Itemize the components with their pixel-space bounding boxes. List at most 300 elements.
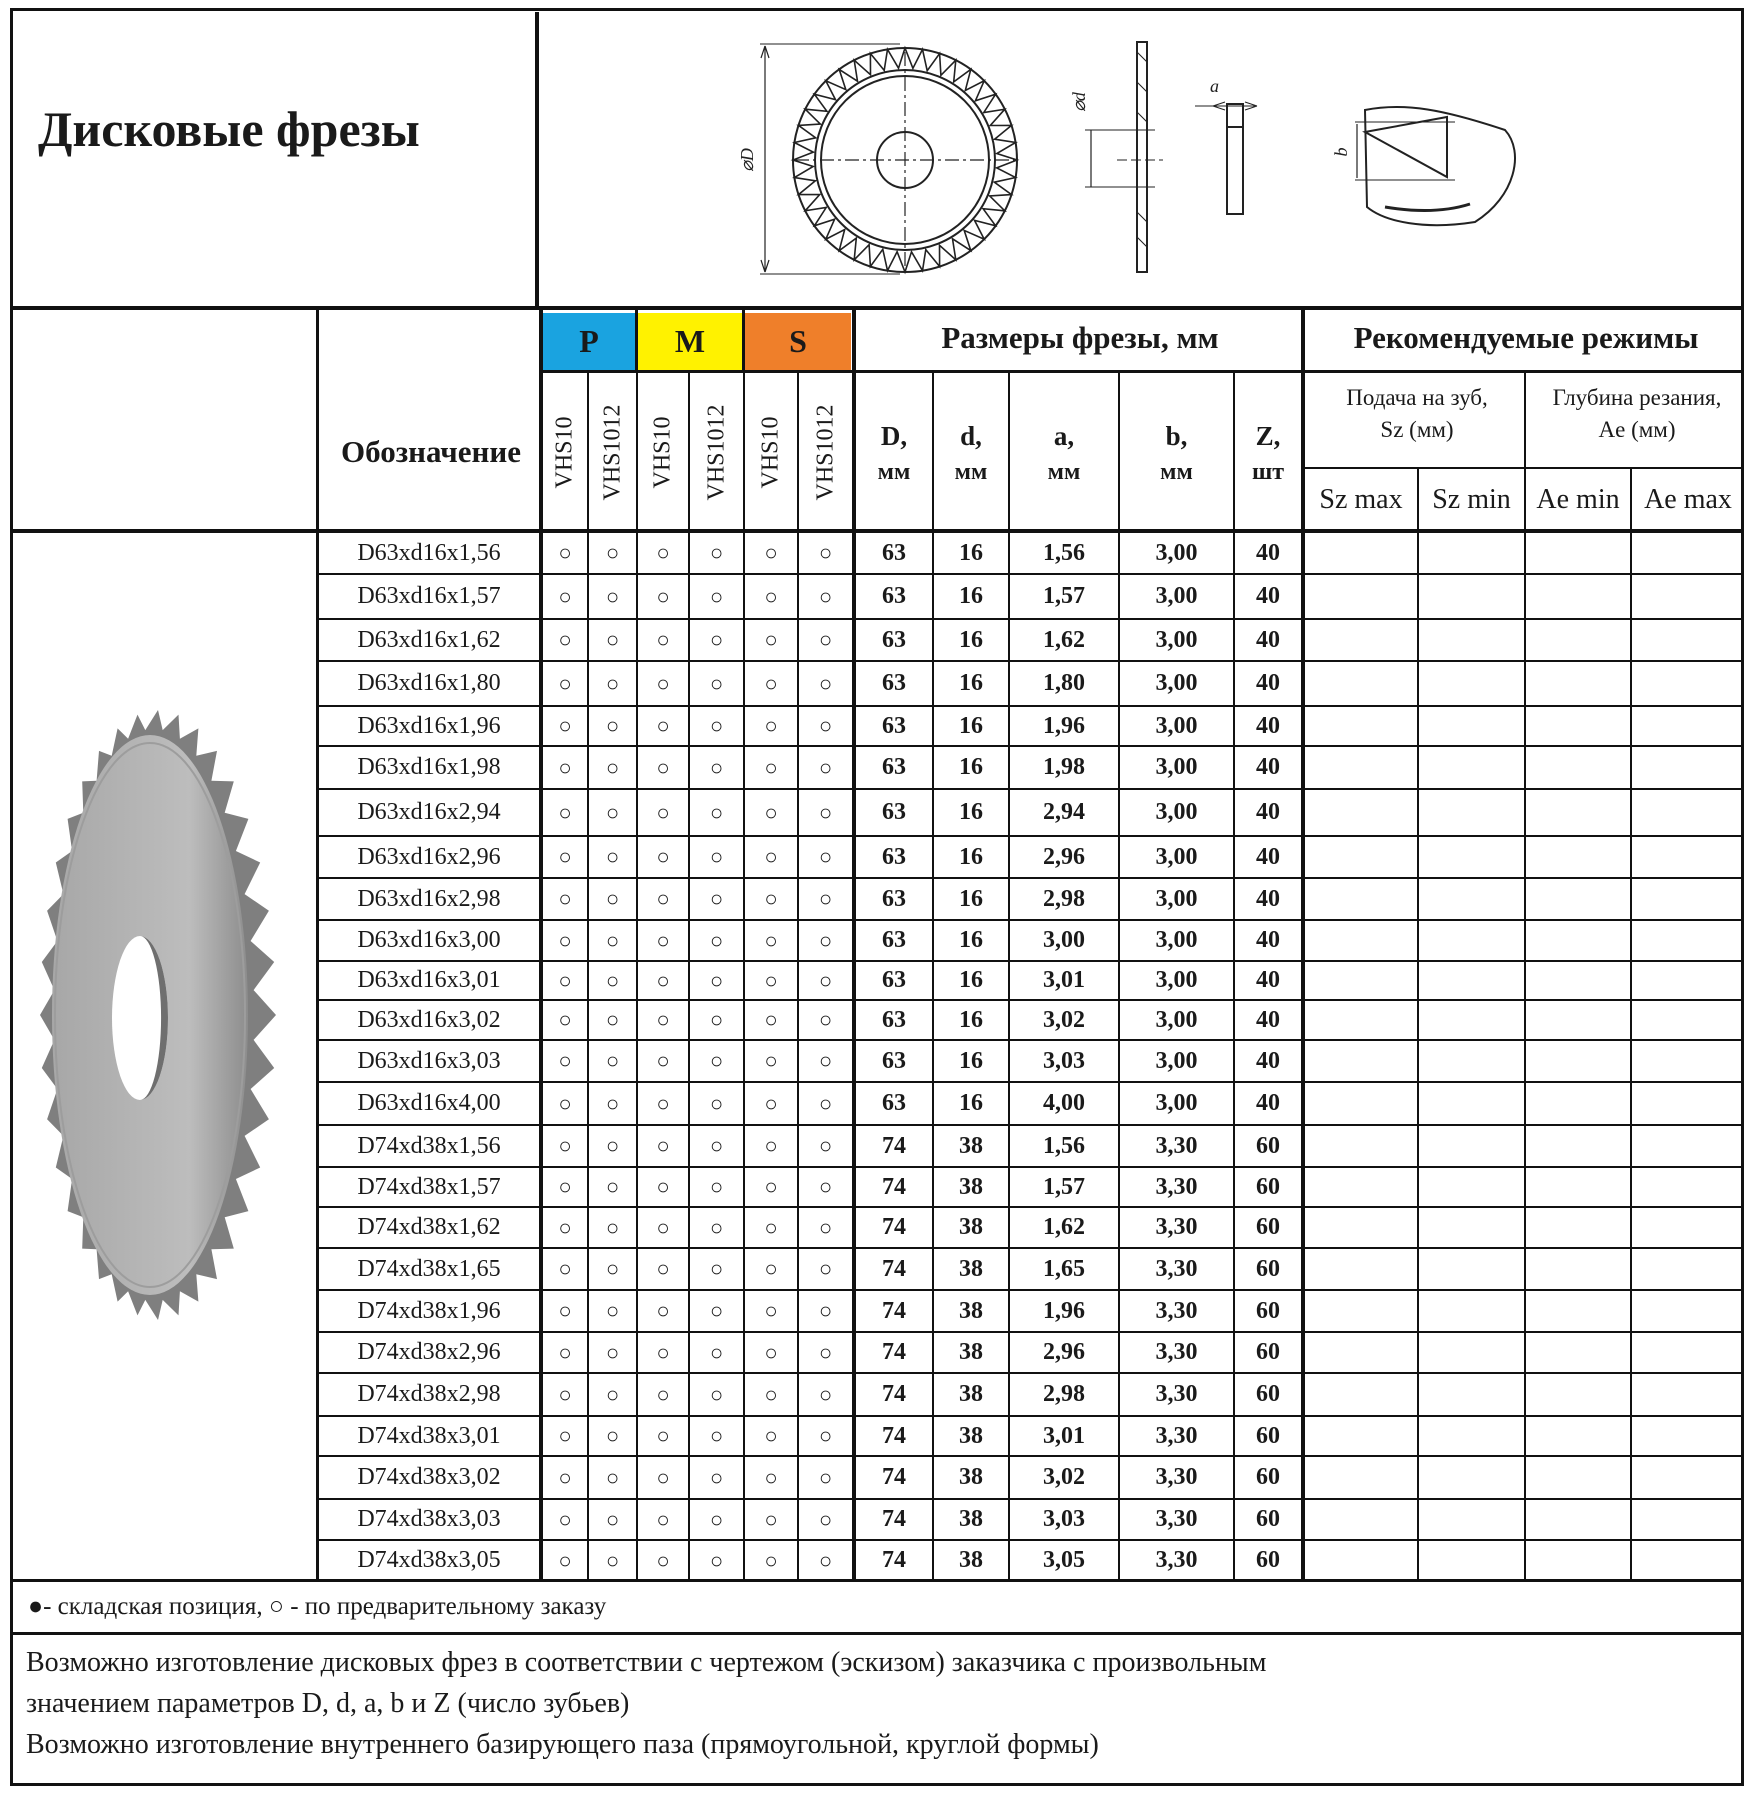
availability-mark: ○: [558, 1339, 572, 1365]
feed-header-line2: Sz (мм): [1380, 417, 1454, 442]
row-b-value: 3,00: [1155, 539, 1198, 566]
row-d-value: 74: [882, 1422, 906, 1449]
availability-mark: ○: [709, 1464, 724, 1490]
legend: [28, 1593, 606, 1621]
row-b-value: 3,30: [1155, 1422, 1198, 1449]
row-designation: D63xd16x1,56: [357, 539, 501, 566]
availability-mark: ○: [818, 1464, 833, 1490]
availability-mark: ○: [656, 844, 670, 869]
availability-mark: ○: [818, 1256, 833, 1281]
row-designation: D63xd16x1,62: [357, 626, 501, 653]
grade-label: VHS1012: [703, 403, 730, 501]
footer-line-1: Возможно изготовление дисковых фрез в соответствии с чертежом (эскизом) заказчика с произвольным: [26, 1647, 1267, 1678]
row-z-value: 40: [1256, 885, 1280, 912]
mode-col-line: [1630, 468, 1632, 1580]
row-b-value: 3,00: [1155, 967, 1198, 993]
row-a-value: 2,98: [1043, 1381, 1085, 1407]
row-b-value: 3,00: [1155, 754, 1198, 780]
row-d-value: 16: [959, 670, 983, 696]
availability-mark: ○: [709, 627, 724, 652]
row-d-value: 74: [882, 1214, 906, 1240]
availability-mark: ○: [558, 1007, 572, 1032]
row-d-value: 38: [959, 1464, 983, 1490]
row-d-value: 63: [882, 1047, 906, 1074]
availability-mark: ○: [818, 1090, 833, 1116]
grade-header: [745, 373, 797, 531]
row-d-value: 38: [959, 1214, 983, 1240]
row-d-value: 63: [882, 799, 906, 825]
material-S-header: S: [745, 313, 851, 370]
footer-line-2: значением параметров D, d, a, b и Z (число зубьев): [26, 1688, 630, 1719]
availability-mark: ○: [558, 1174, 572, 1199]
row-d-value: 38: [959, 1132, 983, 1159]
availability-mark: ○: [764, 799, 778, 825]
diameter-d-label: ⌀d: [1069, 92, 1089, 112]
availability-mark: ○: [764, 583, 778, 609]
row-z-value: 40: [1256, 927, 1280, 953]
row-designation: D63xd16x3,00: [357, 927, 501, 953]
row-designation: D63xd16x3,01: [357, 967, 501, 993]
availability-mark: ○: [558, 583, 572, 609]
availability-mark: ○: [605, 1339, 620, 1365]
availability-mark: ○: [558, 670, 572, 696]
row-designation: D63xd16x4,00: [357, 1090, 501, 1116]
availability-mark: ○: [605, 1298, 620, 1323]
row-b-value: 3,30: [1155, 1547, 1198, 1573]
availability-mark: ○: [558, 1381, 572, 1407]
grade-label: VHS10: [757, 415, 784, 489]
dim-header-2: [1010, 418, 1118, 490]
row-d-value: 63: [882, 1006, 906, 1033]
availability-mark: ○: [656, 967, 670, 993]
row-d-value: 16: [959, 712, 983, 739]
availability-mark: ○: [818, 627, 833, 652]
row-designation: D63xd16x2,96: [357, 843, 501, 870]
availability-mark: ○: [709, 670, 724, 696]
row-b-value: 3,00: [1155, 1047, 1198, 1074]
stock-symbol: ●: [28, 1593, 44, 1620]
availability-mark: ○: [764, 1174, 778, 1199]
row-designation: D74xd38x1,62: [357, 1214, 501, 1240]
dim-unit: мм: [877, 459, 911, 485]
row-z-value: 60: [1256, 1381, 1280, 1407]
availability-mark: ○: [605, 886, 620, 911]
availability-mark: ○: [818, 754, 833, 780]
row-b-value: 3,00: [1155, 843, 1198, 870]
depth-header: [1528, 382, 1746, 446]
row-z-value: 40: [1256, 967, 1280, 993]
row-a-value: 1,57: [1043, 1173, 1085, 1200]
title-divider: [535, 12, 539, 308]
availability-mark: ○: [605, 713, 620, 738]
mode-col-header: Sz min: [1432, 484, 1511, 515]
row-z-value: 40: [1256, 843, 1280, 870]
row-d-value: 63: [882, 885, 906, 912]
diameter-D-label: ⌀D: [737, 148, 757, 172]
availability-mark: ○: [709, 1547, 724, 1573]
availability-mark: ○: [605, 1464, 620, 1490]
row-designation: D74xd38x3,05: [357, 1547, 501, 1573]
availability-mark: ○: [709, 1506, 724, 1532]
row-d-value: 38: [959, 1381, 983, 1407]
row-a-value: 1,62: [1043, 1214, 1085, 1240]
dim-name: D,: [880, 421, 908, 451]
row-d-value: 74: [882, 1297, 906, 1324]
height-b-label: b: [1331, 147, 1351, 157]
availability-mark: ○: [605, 1547, 620, 1573]
availability-mark: ○: [558, 967, 572, 993]
grade-label: VHS1012: [599, 403, 626, 501]
availability-mark: ○: [558, 886, 572, 911]
dim-name: a,: [1053, 421, 1075, 451]
row-a-value: 1,56: [1043, 539, 1085, 566]
availability-mark: ○: [656, 1133, 670, 1158]
availability-mark: ○: [709, 967, 724, 993]
page-title: Дисковые фрезы: [38, 101, 420, 157]
row-d-value: 74: [882, 1506, 906, 1532]
row-z-value: 60: [1256, 1173, 1280, 1200]
availability-mark: ○: [818, 927, 833, 953]
availability-mark: ○: [764, 1506, 778, 1532]
availability-mark: ○: [709, 1133, 724, 1158]
row-b-value: 3,30: [1155, 1214, 1198, 1240]
row-z-value: 40: [1256, 712, 1280, 739]
availability-mark: ○: [558, 844, 572, 869]
availability-mark: ○: [709, 1007, 724, 1032]
availability-mark: ○: [818, 799, 833, 825]
row-a-value: 4,00: [1043, 1090, 1085, 1116]
availability-mark: ○: [656, 583, 670, 609]
row-d-value: 74: [882, 1547, 906, 1573]
row-d-value: 38: [959, 1173, 983, 1200]
availability-mark: ○: [764, 670, 778, 696]
row-a-value: 1,65: [1043, 1255, 1085, 1282]
dim-header-1: [934, 418, 1008, 490]
row-d-value: 63: [882, 843, 906, 870]
availability-mark: ○: [764, 1256, 778, 1281]
availability-mark: ○: [764, 1464, 778, 1490]
availability-mark: ○: [818, 886, 833, 911]
row-b-value: 3,00: [1155, 712, 1198, 739]
cutter-side-view: [1085, 42, 1163, 272]
availability-mark: ○: [605, 1214, 620, 1240]
availability-mark: ○: [656, 1547, 670, 1573]
row-d-value: 16: [959, 626, 983, 653]
dim-unit: мм: [1047, 459, 1081, 485]
availability-mark: ○: [818, 844, 833, 869]
row-designation: D74xd38x1,56: [357, 1132, 501, 1159]
row-z-value: 60: [1256, 1132, 1280, 1159]
availability-mark: ○: [709, 1214, 724, 1240]
availability-mark: ○: [656, 1007, 670, 1032]
row-z-value: 40: [1256, 1006, 1280, 1033]
legend-separator: ,: [256, 1593, 263, 1620]
row-designation: D63xd16x1,57: [357, 583, 501, 609]
availability-mark: ○: [558, 927, 572, 953]
row-d-value: 38: [959, 1422, 983, 1449]
row-d-value: 16: [959, 1006, 983, 1033]
row-z-value: 60: [1256, 1297, 1280, 1324]
row-b-value: 3,00: [1155, 799, 1198, 825]
row-d-value: 63: [882, 670, 906, 696]
dim-header-0: [856, 418, 932, 490]
availability-mark: ○: [656, 1506, 670, 1532]
availability-mark: ○: [558, 627, 572, 652]
availability-mark: ○: [605, 583, 620, 609]
row-designation: D63xd16x2,98: [357, 885, 501, 912]
availability-mark: ○: [605, 1381, 620, 1407]
row-b-value: 3,30: [1155, 1464, 1198, 1490]
availability-mark: ○: [605, 844, 620, 869]
cutter-3d-illustration: [30, 700, 300, 1330]
row-a-value: 3,02: [1043, 1464, 1085, 1490]
width-a-label: a: [1210, 76, 1219, 96]
availability-mark: ○: [558, 1464, 572, 1490]
row-designation: D74xd38x3,01: [357, 1422, 501, 1449]
row-d-value: 74: [882, 1255, 906, 1282]
availability-mark: ○: [656, 927, 670, 953]
availability-mark: ○: [558, 1506, 572, 1532]
row-designation: D74xd38x1,96: [357, 1297, 501, 1324]
dim-unit: мм: [954, 459, 988, 485]
row-z-value: 60: [1256, 1339, 1280, 1365]
availability-mark: ○: [709, 583, 724, 609]
order-legend-text: - по предварительному заказу: [290, 1593, 607, 1620]
row-a-value: 3,03: [1043, 1506, 1085, 1532]
grade-header: [690, 373, 743, 531]
availability-mark: ○: [709, 754, 724, 780]
availability-mark: ○: [656, 1090, 670, 1116]
row-d-value: 63: [882, 927, 906, 953]
row-z-value: 60: [1256, 1214, 1280, 1240]
row-designation: D63xd16x1,80: [357, 670, 501, 696]
availability-mark: ○: [558, 1298, 572, 1323]
row-a-value: 1,56: [1043, 1132, 1085, 1159]
availability-mark: ○: [656, 1298, 670, 1323]
row-d-value: 74: [882, 1381, 906, 1407]
availability-mark: ○: [818, 670, 833, 696]
row-z-value: 40: [1256, 539, 1280, 566]
feed-depth-divider: [1524, 370, 1526, 1580]
modes-header: Рекомендуемые режимы: [1353, 320, 1699, 355]
row-designation: D74xd38x3,02: [357, 1464, 501, 1490]
feed-header: [1306, 382, 1528, 446]
availability-mark: ○: [605, 799, 620, 825]
row-z-value: 40: [1256, 583, 1280, 609]
row-designation: D74xd38x1,65: [357, 1255, 501, 1282]
availability-mark: ○: [818, 1214, 833, 1240]
legend-bottom-line: [12, 1632, 1744, 1635]
feed-header-line1: Подача на зуб,: [1346, 385, 1488, 410]
dim-header-4: [1235, 418, 1301, 490]
availability-mark: ○: [605, 670, 620, 696]
availability-mark: ○: [656, 1214, 670, 1240]
row-a-value: 1,57: [1043, 583, 1085, 609]
availability-mark: ○: [709, 1339, 724, 1365]
row-z-value: 40: [1256, 799, 1280, 825]
mode-col-header: Ae min: [1536, 484, 1620, 515]
availability-mark: ○: [605, 754, 620, 780]
footer-line-3: Возможно изготовление внутреннего базирующего паза (прямоугольной, круглой формы): [26, 1729, 1099, 1760]
availability-mark: ○: [656, 1339, 670, 1365]
availability-mark: ○: [558, 713, 572, 738]
row-a-value: 1,62: [1043, 626, 1085, 653]
availability-mark: ○: [818, 583, 833, 609]
tooth-profile-view: [1355, 107, 1515, 225]
row-designation: D74xd38x3,03: [357, 1506, 501, 1532]
availability-mark: ○: [764, 886, 778, 911]
row-d-value: 38: [959, 1506, 983, 1532]
availability-mark: ○: [558, 1133, 572, 1158]
availability-mark: ○: [605, 1133, 620, 1158]
material-P-header: P: [543, 313, 635, 370]
availability-mark: ○: [558, 799, 572, 825]
availability-mark: ○: [709, 1174, 724, 1199]
availability-mark: ○: [764, 1298, 778, 1323]
row-d-value: 63: [882, 539, 906, 566]
availability-mark: ○: [709, 1298, 724, 1323]
dim-name: d,: [960, 421, 982, 451]
availability-mark: ○: [764, 844, 778, 869]
availability-mark: ○: [605, 1256, 620, 1281]
availability-mark: ○: [605, 1174, 620, 1199]
row-designation: D74xd38x2,96: [357, 1339, 501, 1365]
row-designation: D74xd38x2,98: [357, 1381, 501, 1407]
row-d-value: 16: [959, 799, 983, 825]
material-M-header: M: [638, 313, 742, 370]
row-b-value: 3,30: [1155, 1506, 1198, 1532]
availability-mark: ○: [656, 799, 670, 825]
row-b-value: 3,00: [1155, 1006, 1198, 1033]
row-z-value: 40: [1256, 754, 1280, 780]
row-designation: D63xd16x1,96: [357, 712, 501, 739]
row-d-value: 38: [959, 1547, 983, 1573]
header-top-line: [12, 306, 1744, 310]
availability-mark: ○: [818, 1298, 833, 1323]
grade-header: [799, 373, 852, 531]
row-z-value: 60: [1256, 1547, 1280, 1573]
sizes-sub-line: [854, 370, 1744, 373]
availability-mark: ○: [818, 1423, 833, 1448]
availability-mark: ○: [764, 1547, 778, 1573]
availability-mark: ○: [558, 754, 572, 780]
row-d-value: 63: [882, 626, 906, 653]
row-a-value: 2,98: [1043, 885, 1085, 912]
availability-mark: ○: [656, 540, 670, 565]
row-a-value: 2,96: [1043, 843, 1085, 870]
availability-mark: ○: [605, 540, 620, 565]
availability-mark: ○: [764, 1339, 778, 1365]
row-b-value: 3,30: [1155, 1381, 1198, 1407]
availability-mark: ○: [818, 1339, 833, 1365]
availability-mark: ○: [709, 1381, 724, 1407]
grade-label: VHS10: [649, 415, 676, 489]
availability-mark: ○: [558, 540, 572, 565]
row-b-value: 3,00: [1155, 927, 1198, 953]
row-z-value: 60: [1256, 1255, 1280, 1282]
availability-mark: ○: [764, 754, 778, 780]
availability-mark: ○: [709, 713, 724, 738]
row-a-value: 2,94: [1043, 799, 1085, 825]
availability-mark: ○: [709, 1090, 724, 1116]
dim-name: b,: [1165, 421, 1188, 451]
stock-legend-text: - складская позиция: [43, 1593, 257, 1620]
row-b-value: 3,00: [1155, 885, 1198, 912]
grade-label: VHS1012: [812, 403, 839, 501]
cutter-technical-drawing: [545, 22, 1745, 280]
footer-notes: [26, 1642, 1266, 1765]
row-d-value: 16: [959, 843, 983, 870]
availability-mark: ○: [818, 540, 833, 565]
row-a-value: 3,03: [1043, 1047, 1085, 1074]
availability-mark: ○: [558, 1214, 572, 1240]
row-a-value: 1,96: [1043, 1297, 1085, 1324]
row-d-value: 63: [882, 967, 906, 993]
availability-mark: ○: [656, 670, 670, 696]
row-designation: D63xd16x3,03: [357, 1047, 501, 1074]
availability-mark: ○: [558, 1423, 572, 1448]
availability-mark: ○: [764, 713, 778, 738]
depth-header-line2: Ae (мм): [1598, 417, 1676, 442]
grade-header: [589, 373, 636, 531]
row-d-value: 38: [959, 1255, 983, 1282]
row-a-value: 1,80: [1043, 670, 1085, 696]
availability-mark: ○: [656, 1174, 670, 1199]
availability-mark: ○: [764, 1133, 778, 1158]
row-d-value: 63: [882, 712, 906, 739]
availability-mark: ○: [709, 886, 724, 911]
row-a-value: 3,02: [1043, 1006, 1085, 1033]
availability-mark: ○: [605, 1007, 620, 1032]
availability-mark: ○: [818, 1048, 833, 1073]
row-a-value: 3,05: [1043, 1547, 1085, 1573]
tooth-width-view: [1195, 102, 1257, 214]
availability-mark: ○: [709, 927, 724, 953]
availability-mark: ○: [558, 1090, 572, 1116]
row-d-value: 63: [882, 583, 906, 609]
row-z-value: 40: [1256, 670, 1280, 696]
availability-mark: ○: [605, 1048, 620, 1073]
grade-header: [543, 373, 587, 531]
row-z-value: 60: [1256, 1464, 1280, 1490]
availability-mark: ○: [709, 1048, 724, 1073]
row-z-value: 60: [1256, 1506, 1280, 1532]
row-d-value: 16: [959, 539, 983, 566]
availability-mark: ○: [605, 1090, 620, 1116]
availability-mark: ○: [764, 1090, 778, 1116]
row-designation: D74xd38x1,57: [357, 1173, 501, 1200]
availability-mark: ○: [558, 1256, 572, 1281]
row-d-value: 63: [882, 1090, 906, 1116]
dim-unit: мм: [1160, 459, 1193, 485]
designation-header: Обозначение: [340, 434, 521, 469]
row-b-value: 3,30: [1155, 1173, 1198, 1200]
availability-mark: ○: [709, 1256, 724, 1281]
availability-mark: ○: [709, 799, 724, 825]
availability-mark: ○: [656, 1048, 670, 1073]
row-d-value: 16: [959, 754, 983, 780]
availability-mark: ○: [605, 627, 620, 652]
row-d-value: 16: [959, 885, 983, 912]
row-d-value: 74: [882, 1464, 906, 1490]
availability-mark: ○: [818, 967, 833, 993]
availability-mark: ○: [818, 1133, 833, 1158]
row-d-value: 16: [959, 583, 983, 609]
row-d-value: 16: [959, 967, 983, 993]
availability-mark: ○: [818, 1174, 833, 1199]
row-b-value: 3,30: [1155, 1339, 1198, 1365]
availability-mark: ○: [656, 1423, 670, 1448]
